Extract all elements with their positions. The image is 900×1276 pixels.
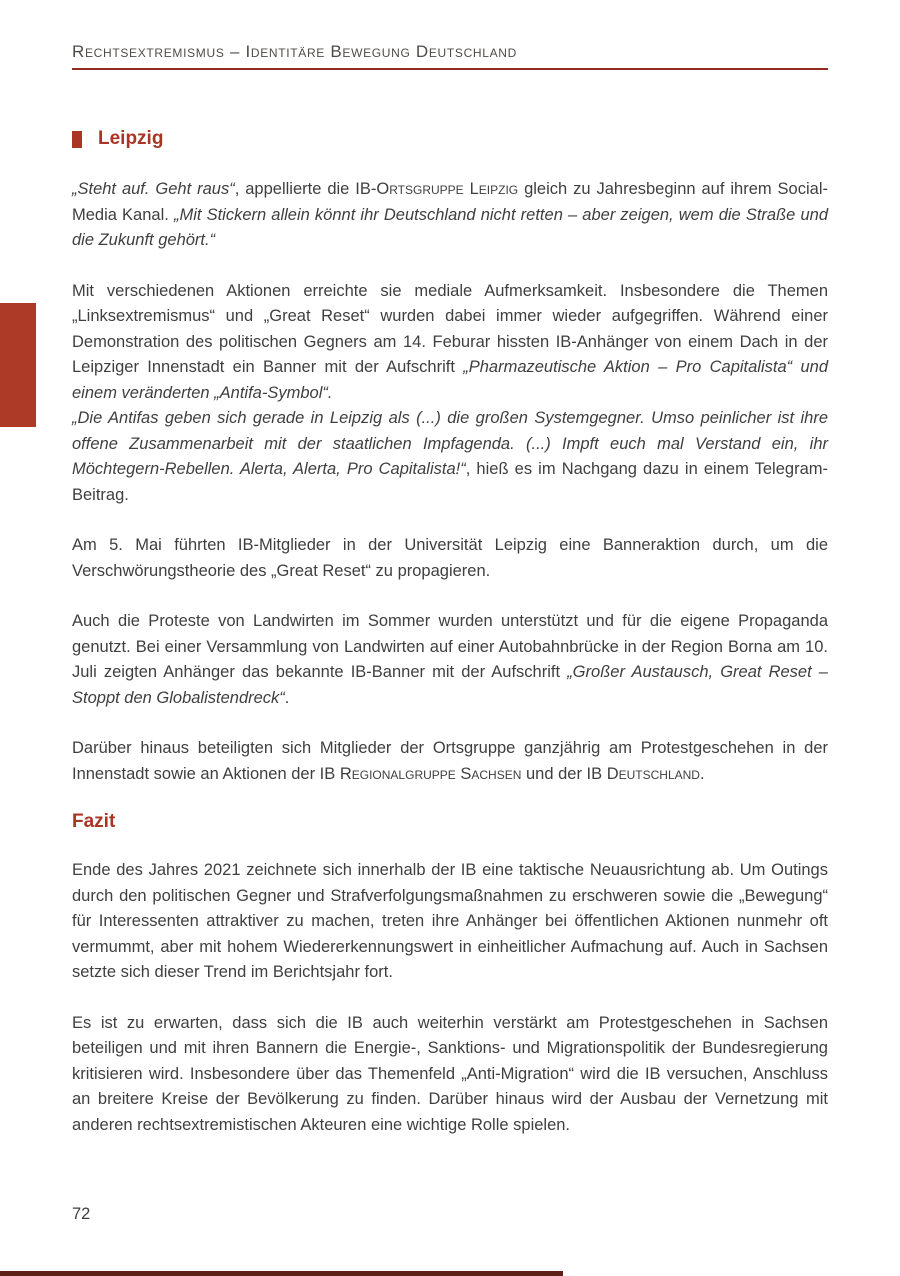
section-heading-leipzig (72, 128, 828, 150)
text-segment: gleich zu Jahresbeginn auf ihrem Social-Media Kanal. (72, 180, 828, 224)
text-segment: „Großer Austausch, Great Reset – Stoppt den Globalistendreck“ (72, 663, 828, 707)
page-number: 72 (72, 1205, 91, 1223)
text-segment: und der IB (521, 764, 607, 783)
text-segment: Regionalgruppe Sachsen (339, 764, 522, 783)
section-heading-fazit: Fazit (72, 811, 116, 832)
heading-bullet-square (72, 131, 82, 148)
paragraph-aktionen (72, 279, 828, 407)
text-segment: Darüber hinaus beteiligten sich Mitglieder der Ortsgruppe ganzjährig am Protestgeschehen in der Innenstadt sowie an Aktionen der IB (72, 739, 828, 783)
paragraph-landwirte (72, 609, 828, 711)
chapter-tab-marker (0, 303, 36, 427)
text-segment: Deutschland (606, 764, 700, 783)
text-segment: . (284, 688, 290, 707)
paragraph-telegram-quote (72, 406, 828, 508)
text-segment: Ortsgruppe Leipzig (376, 180, 519, 198)
text-segment: Am 5. Mai führten IB-Mitglieder in der Universität Leipzig eine Banneraktion durch, um die Verschwörungstheorie des „Great Reset“ zu propagieren. (72, 536, 828, 580)
text-segment: „Steht auf. Geht raus“ (72, 180, 235, 198)
paragraph-fazit-2 (72, 1011, 828, 1139)
text-segment: Ende des Jahres 2021 zeichnete sich innerhalb der IB eine taktische Neuausrichtung ab. Um Outings durch den politischen Gegner und Strafverfolgungsmaßnahmen zu erschweren sowie die „Bewegung“ für Interessenten attraktiver zu machen, treten ihre Anhänger bei öffentlichen Aktionen nunmehr oft vermummt, aber mit hohem Wiedererkennungswert in einheitlicher Aufmachung auf. Auch in Sachsen setzte sich dieser Trend im Berichtsjahr fort. (72, 861, 828, 981)
running-header-title: Rechtsextremismus – Identitäre Bewegung Deutschland (72, 42, 828, 70)
section-heading-label: Leipzig (98, 128, 164, 149)
paragraph-intro-quote (72, 177, 828, 254)
text-segment: „Mit Stickern allein könnt ihr Deutschland nicht retten – aber zeigen, wem die Straße und die Zukunft gehört.“ (72, 205, 828, 249)
paragraph-ortsgruppe (72, 736, 828, 787)
text-segment: . (699, 764, 705, 783)
text-segment: , hieß es im Nachgang dazu in einem Telegram-Beitrag. (72, 460, 828, 504)
page-content (72, 0, 828, 1138)
paragraph-fazit-1 (72, 858, 828, 986)
text-segment: „Die Antifas geben sich gerade in Leipzig als (...) die großen Systemgegner. Umso peinlicher ist ihre offene Zusammenarbeit mit der staatlichen Impfagenda. (...) Impft euch mal Verstand ein, ihr Möchtegern-Rebellen. Alerta, Alerta, Pro Capitalista!“ (72, 409, 828, 478)
text-segment: Es ist zu erwarten, dass sich die IB auch weiterhin verstärkt am Protestgeschehen in Sachsen beteiligen und mit ihren Bannern die Energie-, Sanktions- und Migrationspolitik der Bundesregierung kritisieren wird. Insbesondere über das Themenfeld „Anti-Migration“ wird die IB versuchen, Anschluss an breitere Kreise der Bevölkerung zu finden. Darüber hinaus wird der Ausbau der Vernetzung mit anderen rechtsextremistischen Akteuren eine wichtige Rolle spielen. (72, 1013, 828, 1134)
text-segment: , appellierte die IB- (234, 180, 377, 198)
text-segment: Auch die Proteste von Landwirten im Sommer wurden unterstützt und für die eigene Propaganda genutzt. Bei einer Versammlung von Landwirten auf einer Autobahnbrücke in der Region Borna am 10. Juli zeigten Anhänger das bekannte IB-Banner mit der Aufschrift (72, 612, 828, 681)
paragraph-banneraktion (72, 533, 828, 584)
text-segment: Mit verschiedenen Aktionen erreichte sie mediale Aufmerksamkeit. Insbesondere die Themen „Linksextremismus“ und „Great Reset“ wurden dabei immer wieder aufgegriffen. Während einer Demonstration des politischen Gegners am 14. Feburar hissten IB-Anhänger von einem Dach in der Leipziger Innenstadt ein Banner mit der Aufschrift (72, 281, 828, 376)
text-segment: „Pharmazeutische Aktion – Pro Capitalista“ und einem veränderten „Antifa-Symbol“. (72, 358, 828, 402)
footer-accent-bar (0, 1271, 563, 1276)
